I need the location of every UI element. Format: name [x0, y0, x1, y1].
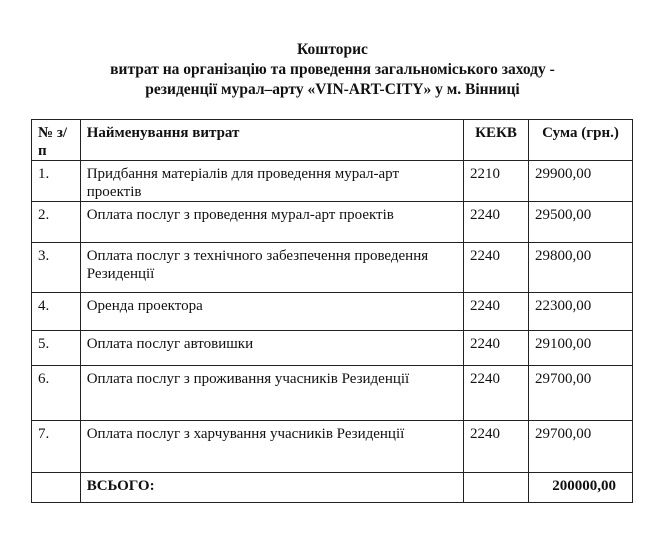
budget-table: [31, 119, 633, 503]
row-num: 2.: [32, 202, 81, 243]
total-num-cell: [32, 473, 81, 503]
row-kekv: 2240: [464, 243, 529, 293]
row-sum: 29100,00: [529, 331, 633, 366]
table-row: [32, 202, 633, 243]
table-header-row: [32, 120, 633, 161]
row-sum: 22300,00: [529, 293, 633, 331]
row-num: 5.: [32, 331, 81, 366]
row-num: 3.: [32, 243, 81, 293]
header-kekv: КЕКВ: [464, 120, 529, 161]
table-row: [32, 366, 633, 421]
row-name: Оренда проектора: [80, 293, 463, 331]
row-num: 1.: [32, 161, 81, 202]
document-subtitle-line-1: витрат на організацію та проведення загальноміського заходу -: [110, 61, 555, 78]
row-name: Оплата послуг з проживання учасників Резиденції: [80, 366, 463, 421]
table-row: [32, 293, 633, 331]
table-total-row: [32, 473, 633, 503]
row-kekv: 2240: [464, 331, 529, 366]
row-name: Оплата послуг з технічного забезпечення проведення Резиденції: [80, 243, 463, 293]
table-row: [32, 243, 633, 293]
row-name: Оплата послуг автовишки: [80, 331, 463, 366]
total-kekv-cell: [464, 473, 529, 503]
row-name: Придбання матеріалів для проведення мурал-арт проектів: [80, 161, 463, 202]
row-name: Оплата послуг з харчування учасників Резиденції: [80, 421, 463, 473]
total-sum: 200000,00: [529, 473, 633, 503]
row-sum: 29500,00: [529, 202, 633, 243]
table-row: [32, 421, 633, 473]
row-kekv: 2210: [464, 161, 529, 202]
header-sum: Сума (грн.): [529, 120, 633, 161]
row-sum: 29900,00: [529, 161, 633, 202]
row-sum: 29700,00: [529, 421, 633, 473]
row-sum: 29700,00: [529, 366, 633, 421]
header-num: № з/п: [32, 120, 81, 161]
row-num: 6.: [32, 366, 81, 421]
row-kekv: 2240: [464, 293, 529, 331]
row-kekv: 2240: [464, 366, 529, 421]
row-sum: 29800,00: [529, 243, 633, 293]
row-kekv: 2240: [464, 202, 529, 243]
total-label: ВСЬОГО:: [80, 473, 463, 503]
header-name: Найменування витрат: [80, 120, 463, 161]
document-subtitle-line-2: резиденції мурал–арту «VIN-ART-CITY» у м. Вінниці: [145, 81, 520, 98]
document-title-block: [0, 40, 665, 100]
row-name: Оплата послуг з проведення мурал-арт проектів: [80, 202, 463, 243]
row-kekv: 2240: [464, 421, 529, 473]
row-num: 4.: [32, 293, 81, 331]
document-title: Кошторис: [297, 41, 368, 58]
table-row: [32, 331, 633, 366]
table-row: [32, 161, 633, 202]
row-num: 7.: [32, 421, 81, 473]
